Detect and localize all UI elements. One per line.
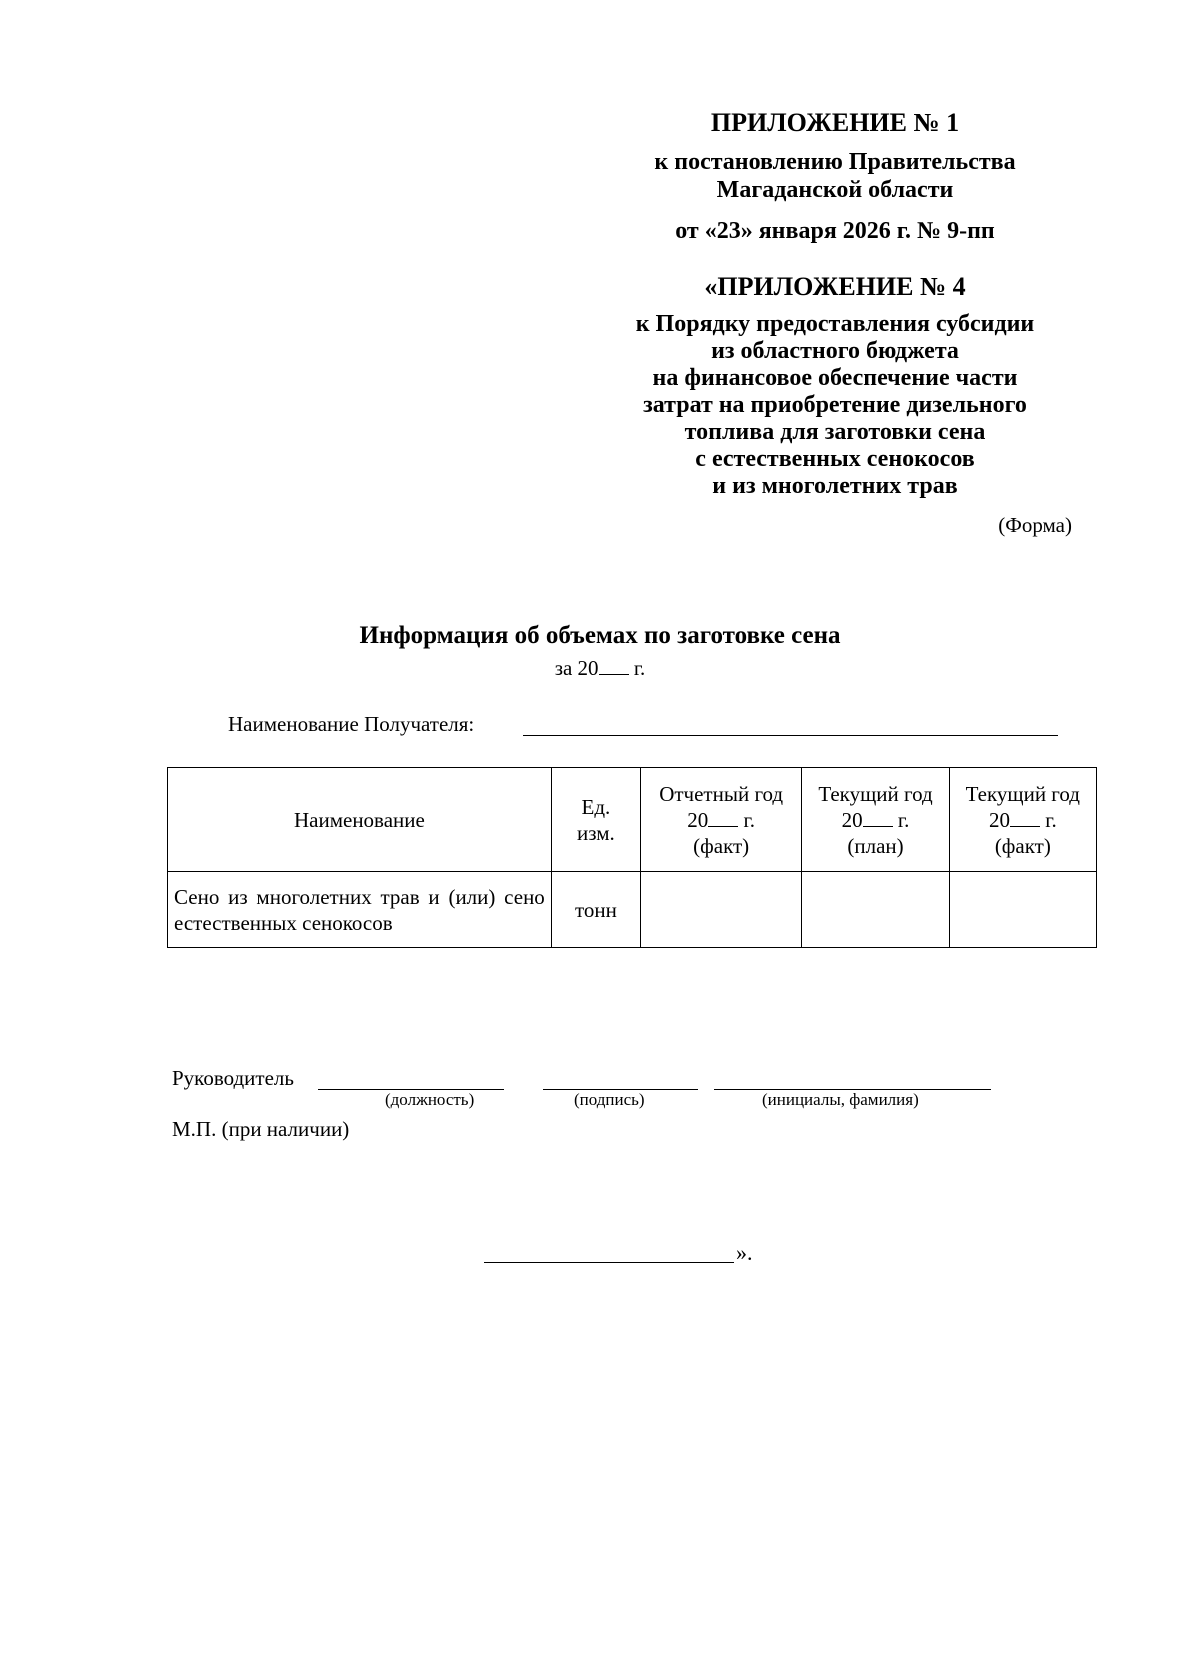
document-title: Информация об объемах по заготовке сена [359,622,841,649]
header-reporting-year-value [645,807,797,833]
head-label: Руководитель [172,1066,294,1090]
decree-line-1: к постановлению Правительства [654,149,1016,175]
order-line: топлива для заготовки сена [684,419,986,445]
row-current-fact-cell[interactable] [949,872,1096,948]
stamp-label: М.П. (при наличии) [172,1117,350,1141]
order-line: с естественных сенокосов [695,446,975,472]
year-suffix: г. [628,656,646,680]
year-blank[interactable] [863,808,893,827]
recipient-label: Наименование Получателя: [228,712,475,736]
row-unit-cell: тонн [551,872,640,948]
decree-line-2: Магаданской области [716,177,954,203]
year-blank[interactable] [1010,808,1040,827]
row-name-cell: Сено из многолетних трав и (или) сено естественных сенокосов [168,872,552,948]
table-header-row [168,768,1097,872]
header-current-plan-year [806,807,944,833]
signature-caption: (подпись) [574,1090,645,1109]
document-year [0,656,1200,681]
order-line: к Порядку предоставления субсидии [635,311,1035,337]
closing-line [484,1262,734,1263]
order-line: и из многолетних трав [712,473,958,499]
header-current-fact-note: (факт) [994,833,1051,858]
decree-date: от «23» января 2026 г. № 9-пп [675,218,995,244]
header-current-fact [949,768,1096,872]
closing-mark: ». [736,1240,753,1265]
header-unit-line-1: Ед. [581,794,611,819]
header-current-plan [802,768,949,872]
order-line: из областного бюджета [711,338,959,364]
appendix-1-title: ПРИЛОЖЕНИЕ № 1 [710,108,960,137]
year-prefix: 20 [687,807,709,832]
position-caption: (должность) [385,1090,475,1109]
header-current-fact-year [954,807,1092,833]
year-blank[interactable] [708,808,738,827]
order-line: затрат на приобретение дизельного [643,392,1027,418]
header-current-plan-label: Текущий год [818,781,933,806]
header-current-plan-note: (план) [847,833,904,858]
year-prefix: за 20 [554,656,599,680]
year-suffix: г. [1039,807,1057,832]
year-suffix: г. [892,807,910,832]
order-reference [590,311,1080,500]
year-prefix: 20 [841,807,863,832]
year-blank[interactable] [599,656,629,675]
header-reporting-year [641,768,802,872]
header-name: Наименование [168,768,552,872]
header-reporting-label: Отчетный год [659,781,784,806]
header-unit [551,768,640,872]
year-suffix: г. [738,807,756,832]
decree-reference [590,148,1080,204]
year-prefix: 20 [988,807,1010,832]
table-row [168,872,1097,948]
appendix-4-title: «ПРИЛОЖЕНИЕ № 4 [704,272,966,301]
recipient-name-field[interactable] [523,735,1058,736]
row-current-plan-cell[interactable] [802,872,949,948]
header-unit-line-2: изм. [577,820,615,845]
name-caption: (инициалы, фамилия) [762,1090,919,1109]
header-current-fact-label: Текущий год [965,781,1080,806]
form-label: (Форма) [998,513,1072,537]
row-reporting-fact-cell[interactable] [641,872,802,948]
header-reporting-note: (факт) [693,833,750,858]
hay-volume-table [167,767,1097,948]
order-line: на финансовое обеспечение части [652,365,1018,391]
